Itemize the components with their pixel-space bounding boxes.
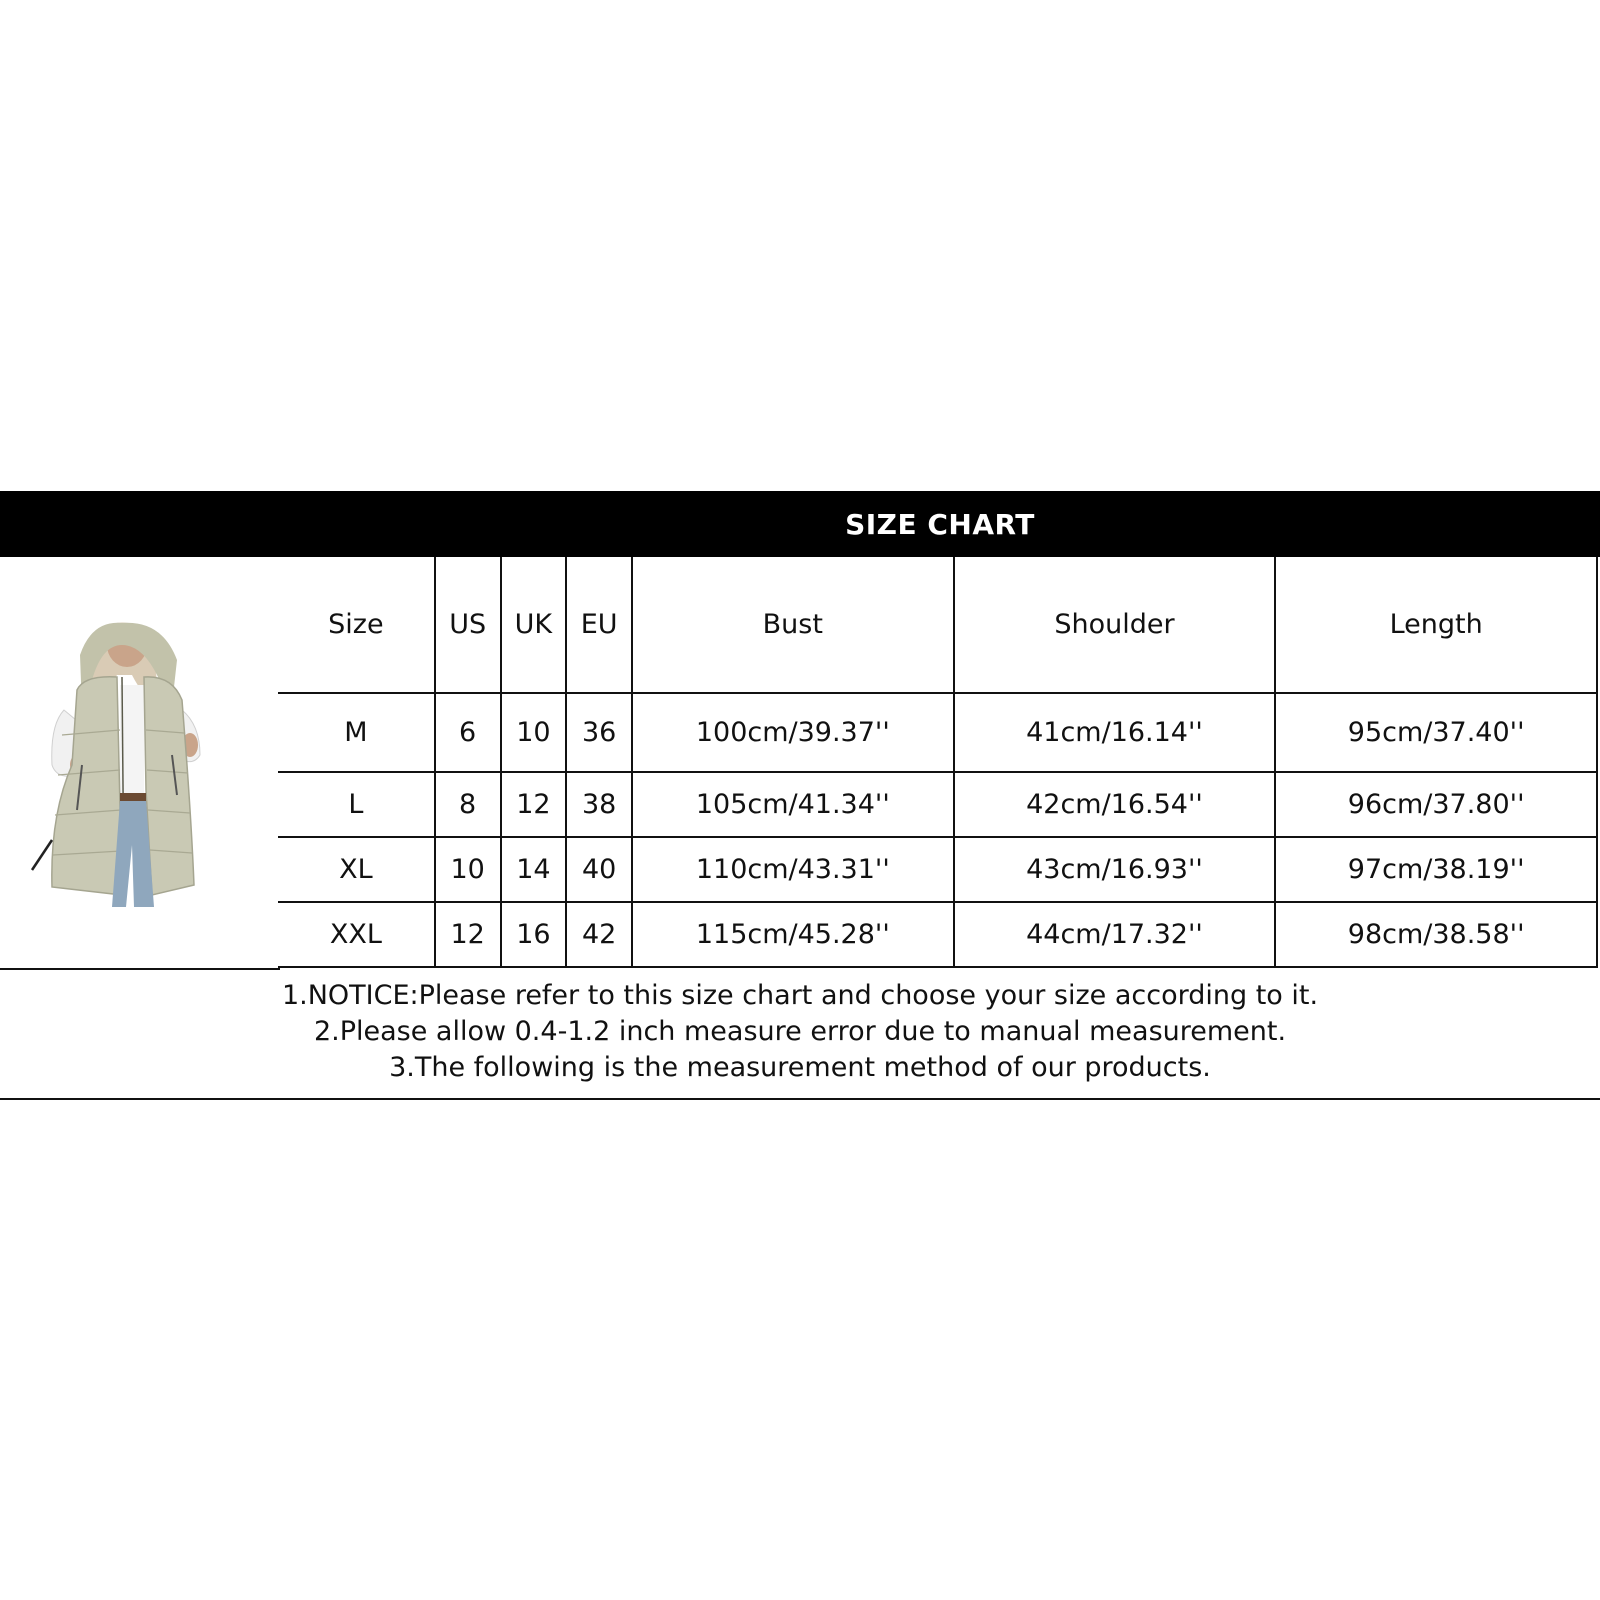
hooded-vest-photo-icon <box>22 615 222 907</box>
table-cell: 8 <box>435 772 501 837</box>
table-cell: 10 <box>501 693 567 772</box>
table-cell: 12 <box>501 772 567 837</box>
table-cell: 14 <box>501 837 567 902</box>
table-header-row <box>278 557 1597 693</box>
table-cell: 42cm/16.54'' <box>954 772 1276 837</box>
table-cell: 98cm/38.58'' <box>1275 902 1597 967</box>
table-cell: 105cm/41.34'' <box>632 772 954 837</box>
table-cell: 38 <box>566 772 632 837</box>
table-cell: 95cm/37.40'' <box>1275 693 1597 772</box>
notes-block <box>0 978 1600 1086</box>
notes-bottom-divider <box>0 1098 1600 1100</box>
column-header: Bust <box>632 557 954 693</box>
table-row <box>278 693 1597 772</box>
table-cell: 40 <box>566 837 632 902</box>
table-row <box>278 837 1597 902</box>
note-line: 3.The following is the measurement method of our products. <box>389 1052 1211 1083</box>
table-cell: 110cm/43.31'' <box>632 837 954 902</box>
table-cell: M <box>278 693 435 772</box>
table-cell: L <box>278 772 435 837</box>
table-cell: XXL <box>278 902 435 967</box>
table-cell: XL <box>278 837 435 902</box>
table-bottom-divider <box>0 968 280 970</box>
table-cell: 16 <box>501 902 567 967</box>
table-row <box>278 902 1597 967</box>
note-line: 1.NOTICE:Please refer to this size chart and choose your size according to it. <box>281 980 1319 1011</box>
column-header: UK <box>501 557 567 693</box>
table-cell: 6 <box>435 693 501 772</box>
table-cell: 96cm/37.80'' <box>1275 772 1597 837</box>
chart-title: SIZE CHART <box>845 507 1035 541</box>
column-header: Size <box>278 557 435 693</box>
table-cell: 44cm/17.32'' <box>954 902 1276 967</box>
column-header: EU <box>566 557 632 693</box>
note-line: 2.Please allow 0.4-1.2 inch measure error due to manual measurement. <box>313 1016 1287 1047</box>
table-cell: 36 <box>566 693 632 772</box>
table-cell: 12 <box>435 902 501 967</box>
size-table <box>278 557 1598 968</box>
column-header: Shoulder <box>954 557 1276 693</box>
table-cell: 43cm/16.93'' <box>954 837 1276 902</box>
table-cell: 100cm/39.37'' <box>632 693 954 772</box>
table-cell: 115cm/45.28'' <box>632 902 954 967</box>
size-chart-header <box>0 491 1600 557</box>
table-cell: 42 <box>566 902 632 967</box>
table-row <box>278 772 1597 837</box>
column-header: US <box>435 557 501 693</box>
table-cell: 41cm/16.14'' <box>954 693 1276 772</box>
table-cell: 97cm/38.19'' <box>1275 837 1597 902</box>
table-cell: 10 <box>435 837 501 902</box>
column-header: Length <box>1275 557 1597 693</box>
